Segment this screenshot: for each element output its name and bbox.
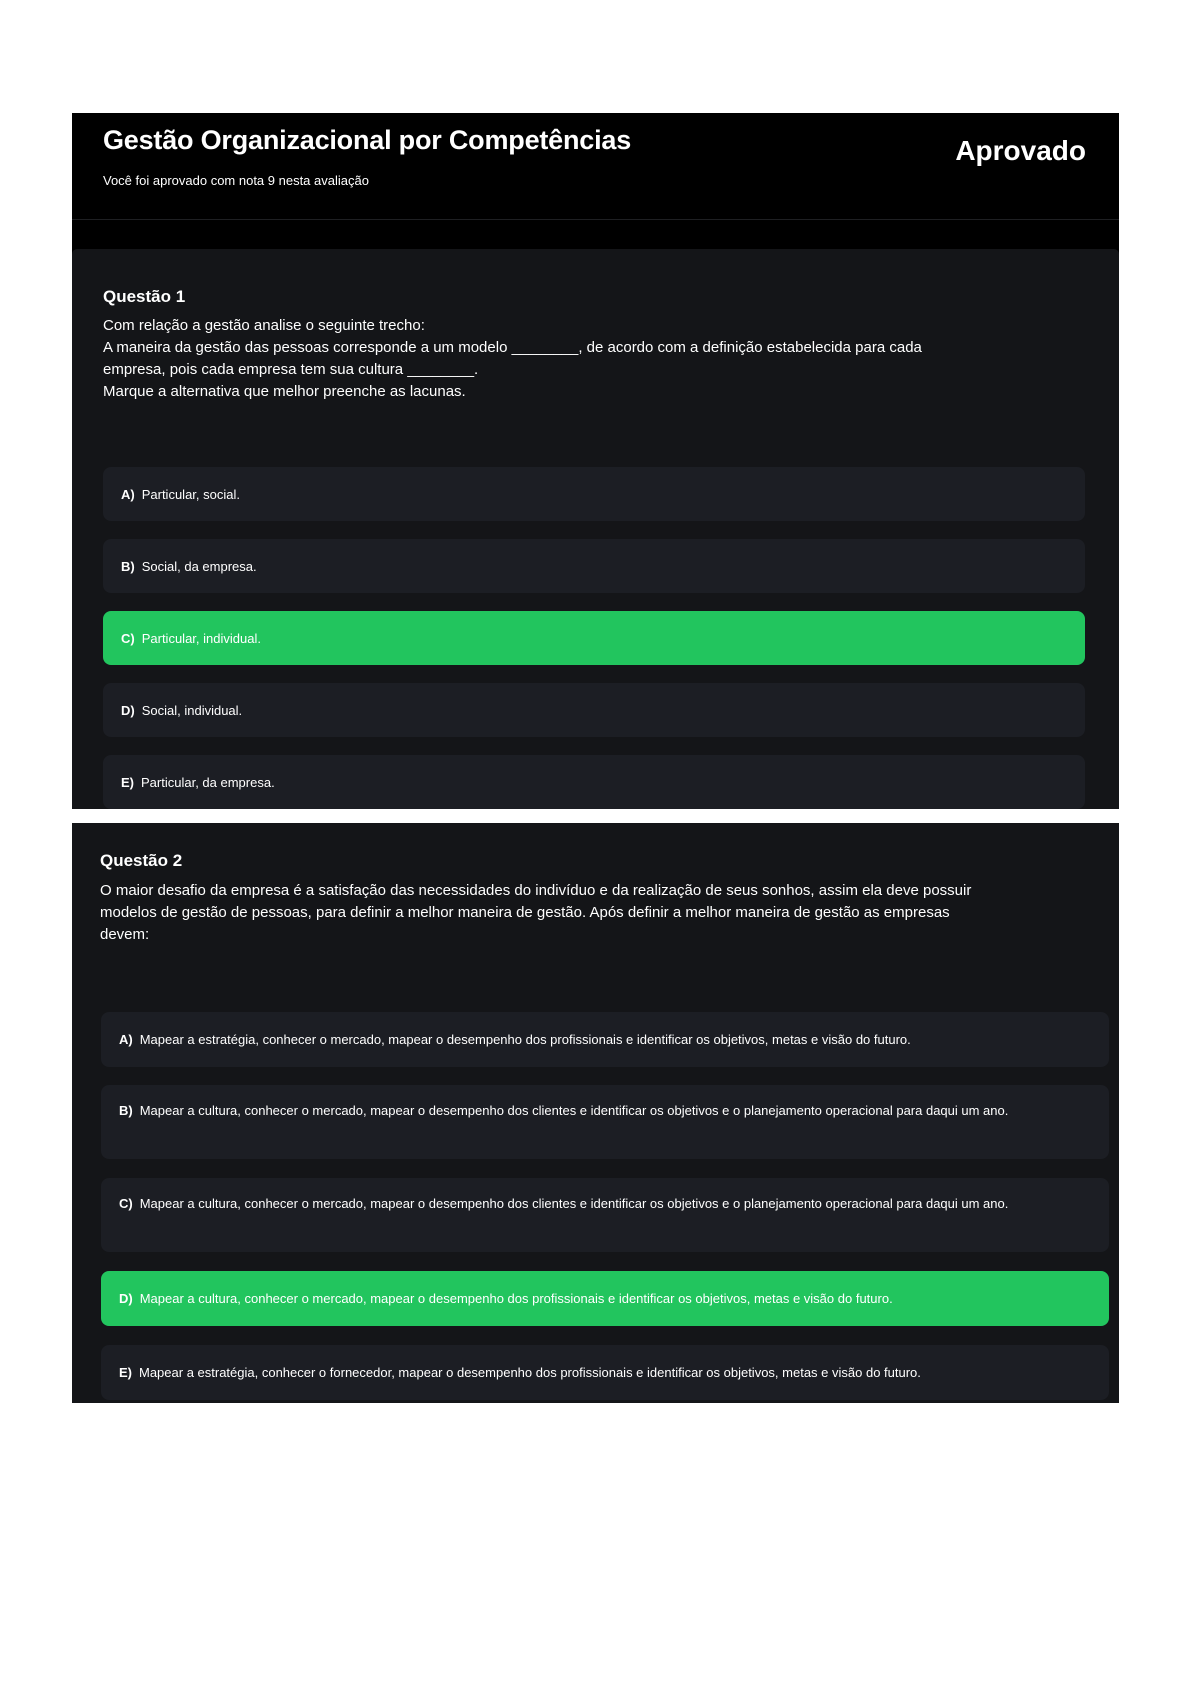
option-a[interactable] [101,1012,1109,1067]
option-d[interactable] [103,683,1085,737]
question-panel [72,249,1119,809]
option-c[interactable] [101,1178,1109,1252]
option-text: Particular, social. [141,486,240,502]
option-d-correct[interactable] [101,1271,1109,1326]
screenshot-question-1 [72,113,1119,809]
option-letter: E) [121,774,134,790]
option-text: Social, da empresa. [141,558,257,574]
statement-line: modelos de gestão de pessoas, para definir a melhor maneira de gestão. Após definir a melhor maneira de gestão as empresas [100,904,950,921]
option-e[interactable] [101,1345,1109,1400]
option-a[interactable] [103,467,1085,521]
option-letter: C) [119,1196,133,1211]
option-text: Mapear a cultura, conhecer o mercado, mapear o desempenho dos clientes e identificar os objetivos e o planejamento operacional para daqui um ano. [139,1103,1009,1118]
option-letter: B) [121,558,135,574]
statement-line: O maior desafio da empresa é a satisfação das necessidades do indivíduo e da realização de seus sonhos, assim ela deve possuir [100,882,972,899]
result-message: Você foi aprovado com nota 9 nesta avaliação [103,173,369,188]
option-b[interactable] [101,1085,1109,1159]
option-e[interactable] [103,755,1085,809]
option-letter: A) [121,486,135,502]
question-statement [100,880,971,946]
option-letter: A) [119,1032,133,1047]
option-text: Mapear a estratégia, conhecer o fornecedor, mapear o desempenho dos profissionais e identificar os objetivos, metas e visão do futuro. [139,1365,921,1380]
option-text: Particular, da empresa. [141,774,275,790]
statement-line: Com relação a gestão analise o seguinte trecho: [103,317,425,334]
status-badge: Aprovado [955,135,1086,166]
statement-line: Marque a alternativa que melhor preenche as lacunas. [103,383,466,400]
result-header [72,113,1119,220]
option-b[interactable] [103,539,1085,593]
option-c-correct[interactable] [103,611,1085,665]
option-letter: D) [121,702,135,718]
option-text: Particular, individual. [141,630,261,646]
option-text: Mapear a cultura, conhecer o mercado, mapear o desempenho dos profissionais e identificar os objetivos, metas e visão do futuro. [139,1291,893,1306]
statement-line: devem: [100,926,150,943]
course-title: Gestão Organizacional por Competências [103,125,632,155]
statement-line: empresa, pois cada empresa tem sua cultura ________. [103,361,479,378]
statement-line: A maneira da gestão das pessoas corresponde a um modelo ________, de acordo com a definição estabelecida para cada [103,339,922,356]
question-title: Questão 1 [103,287,186,306]
option-text: Mapear a estratégia, conhecer o mercado, mapear o desempenho dos profissionais e identificar os objetivos, metas e visão do futuro. [139,1032,911,1047]
question-statement [103,315,922,403]
option-text: Social, individual. [141,702,243,718]
option-letter: D) [119,1291,133,1306]
option-letter: C) [121,630,135,646]
option-letter: B) [119,1103,133,1118]
screenshot-question-2 [72,823,1119,1403]
option-letter: E) [119,1365,132,1380]
option-text: Mapear a cultura, conhecer o mercado, mapear o desempenho dos clientes e identificar os objetivos e o planejamento operacional para daqui um ano. [139,1196,1009,1211]
question-title: Questão 2 [100,851,183,870]
